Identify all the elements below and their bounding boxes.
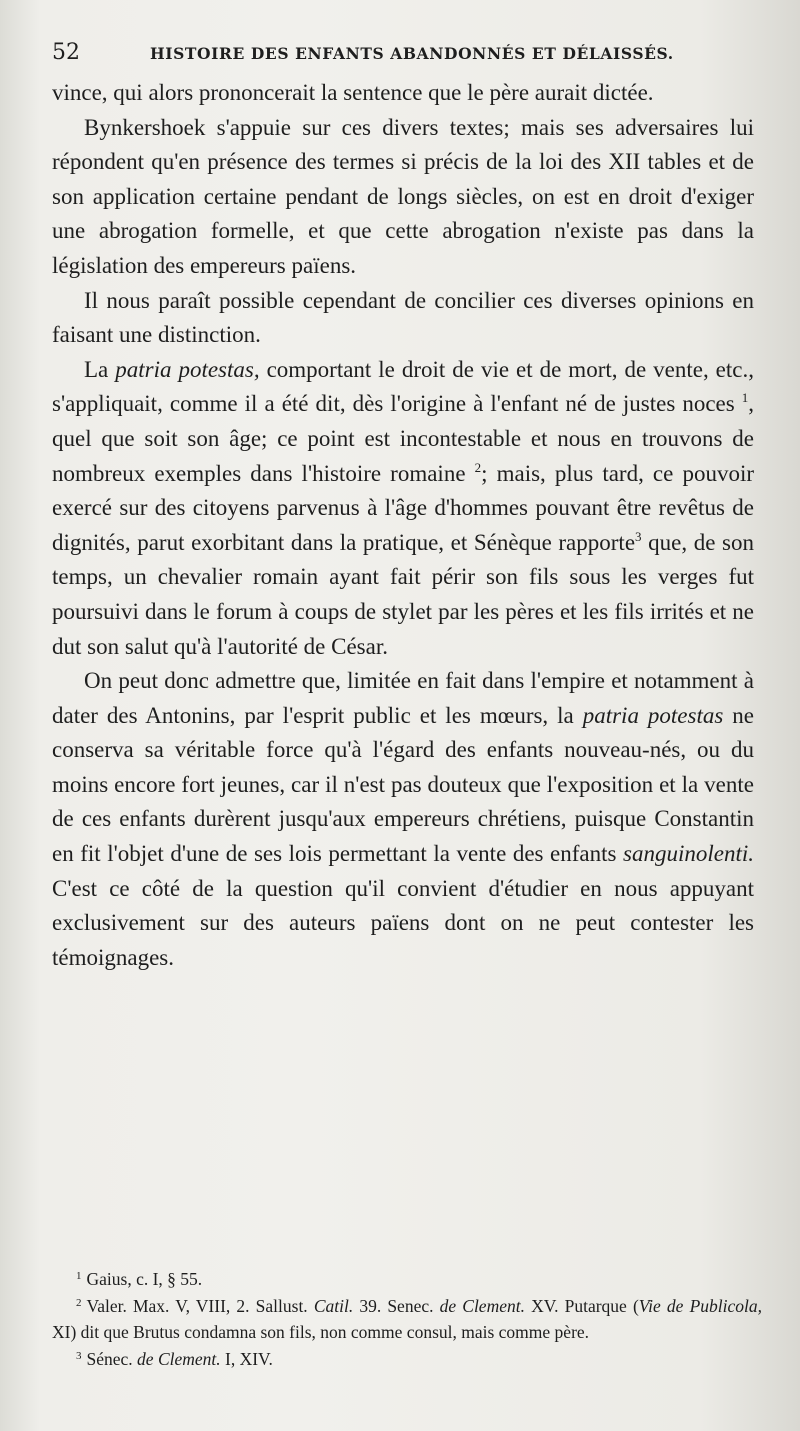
paragraph-3: Il nous paraît possible cependant de concilier ces diverses opinions en faisant une distinction. (52, 287, 754, 348)
text-run: que, de son temps, un chevalier romain ayant fait périr son fils sous les verges fut poursuivi dans le forum à coups de stylet par les pères et les fils irrités et ne dut son salut qu'à l'autorité de César. (52, 529, 754, 659)
footnote-italic: de Clement. (137, 1348, 221, 1369)
main-text (52, 76, 754, 975)
paragraph-1: vince, qui alors prononcerait la sentence que le père aurait dictée. (52, 80, 654, 105)
text-run: On peut donc admettre que, limitée en fait dans l'empire et notamment à dater des Antonins, par l'esprit public et les mœurs, la (52, 668, 754, 728)
italic-term: sanguinolenti. (623, 841, 754, 867)
text-run: La (84, 356, 116, 382)
text-run: C'est ce côté de la question qu'il convient d'étudier en nous appuyant exclusivement sur des auteurs païens dont on ne peut contester les témoignages. (52, 875, 754, 970)
footnote-ref-1: 1 (741, 390, 749, 406)
text-run: ; mais, plus tard, ce pouvoir exercé sur des citoyens parvenus à l'âge d'hommes pouvant être revêtus de dignités, parut exorbitant dans la pratique, et Sénèque rapporte (52, 460, 754, 555)
italic-term: patria potestas (582, 702, 724, 728)
footnote-text: I, XIV. (220, 1348, 273, 1369)
text-run: comportant le droit de vie et de mort, de vente, etc., s'appliquait, comme il a été dit, dès l'origine à l'enfant né de justes noces (52, 356, 754, 417)
paragraph-4 (52, 353, 754, 664)
footnote-2 (52, 1293, 762, 1346)
footnote-mark: 3 (76, 1349, 82, 1362)
footnote-mark: 1 (76, 1270, 82, 1282)
footnote-text: 39. Senec. (353, 1295, 440, 1316)
paragraph-2: Bynkershoek s'appuie sur ces divers textes; mais ses adversaires lui répondent qu'en présence des termes si précis de la loi des XII tables et de son application certaine pendant de longs siècles, on est en droit d'exiger une abrogation formelle, et que cette abrogation n'existe pas dans la législation des empereurs païens. (52, 114, 754, 278)
footnote-text: Valer. Max. V, VIII, 2. Sallust. (86, 1295, 314, 1316)
footnote-1 (52, 1266, 762, 1293)
italic-term: patria potestas, (115, 356, 260, 382)
footnote-text: Sénec. (86, 1348, 138, 1369)
footnote-text: XV. Putarque ( (524, 1295, 639, 1316)
footnote-text: XI) dit que Brutus condamna son fils, non comme consul, mais comme père. (52, 1322, 590, 1342)
text-run: , quel que soit son âge; ce point est incontestable et nous en trouvons de nombreux exemples dans l'histoire romaine (52, 391, 754, 486)
footnote-text: Gaius, c. I, § 55. (86, 1269, 203, 1289)
footnote-mark: 2 (76, 1296, 82, 1309)
page-header (52, 40, 752, 70)
footnotes (52, 1266, 762, 1372)
footnote-ref-3: 3 (635, 528, 642, 544)
footnote-3 (52, 1346, 762, 1373)
footnote-italic: de Clement. (439, 1295, 525, 1316)
paragraph-5 (52, 664, 754, 975)
running-title: HISTOIRE DES ENFANTS ABANDONNÉS ET DÉLAISSÉS. (150, 44, 674, 63)
footnote-ref-2: 2 (474, 459, 482, 475)
text-run: ne conserva sa véritable force qu'à l'égard des enfants nouveau-nés, ou du moins encore fort jeunes, car il n'est pas douteux que l'exposition et la vente de ces enfants durèrent jusqu'aux empereurs chrétiens, puisque Constantin en fit l'objet d'une de ses lois permettant la vente des enfants (52, 702, 754, 867)
page-number: 52 (52, 40, 80, 65)
footnote-italic: Catil. (313, 1295, 354, 1316)
footnote-italic: Vie de Publicola, (638, 1295, 762, 1316)
